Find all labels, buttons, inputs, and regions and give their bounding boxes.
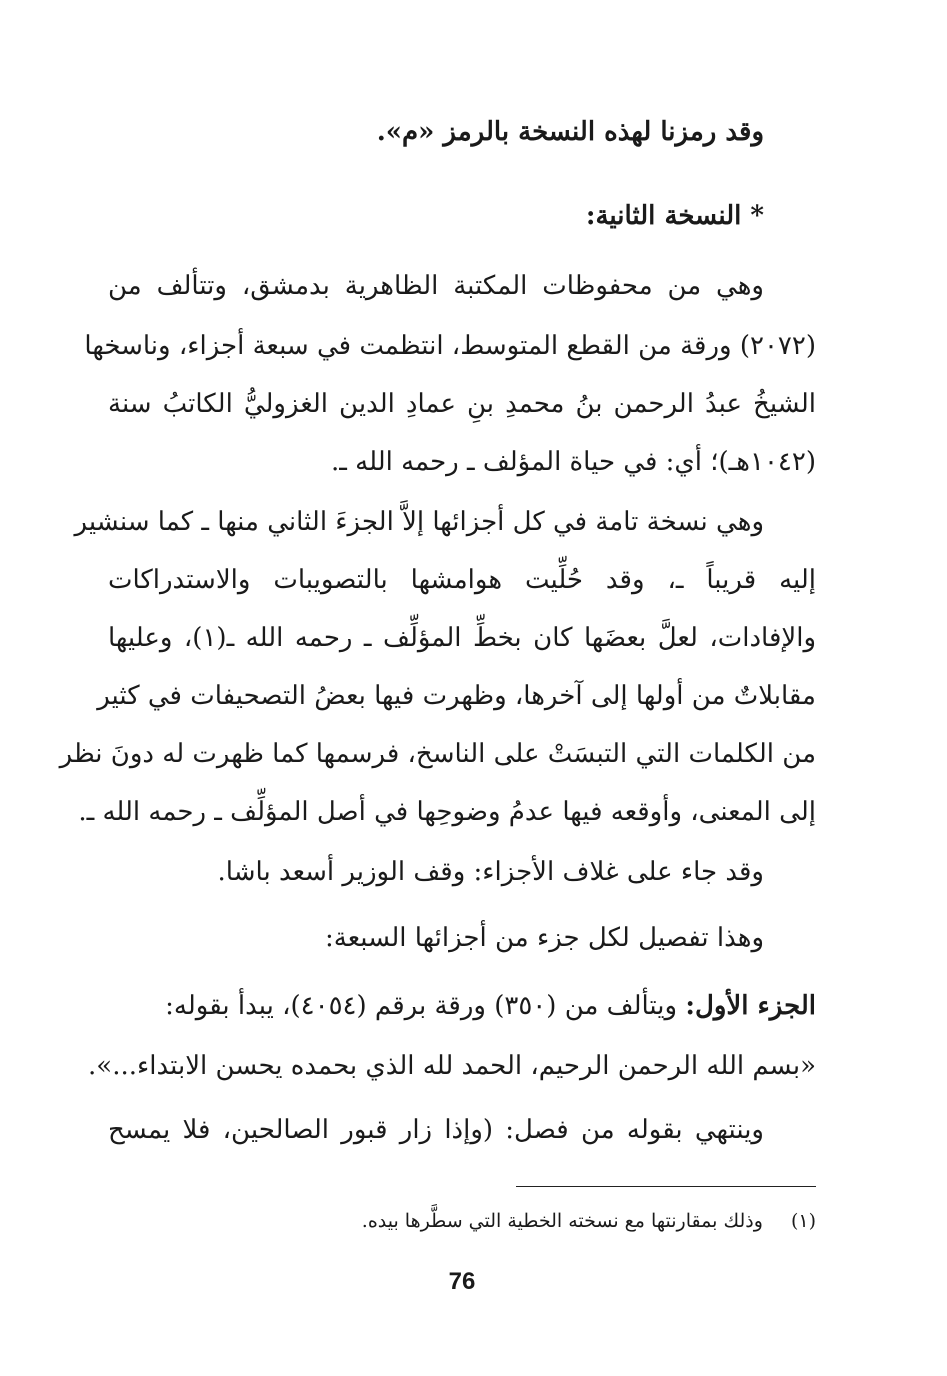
footnote-number: (١) <box>790 1210 816 1232</box>
paragraph-line: وقد جاء على غلاف الأجزاء: وقف الوزير أسعد باشا. <box>217 857 764 887</box>
paragraph-line <box>108 986 816 1026</box>
paragraph-line: والإفادات، لعلَّ بعضَها كان بخطِّ المؤلِّف ـ رحمه الله ـ(١)، وعليها <box>108 623 816 653</box>
paragraph-line: وهذا تفصيل لكل جزء من أجزائها السبعة: <box>325 923 764 953</box>
paragraph-line: وينتهي بقوله من فصل: (وإذا زار قبور الصالحين، فلا يمسح <box>108 1115 764 1145</box>
footnote-text: وذلك بمقارنتها مع نسخته الخطية التي سطَّرها بيده. <box>361 1210 763 1232</box>
paragraph-line: (١٠٤٢هـ)؛ أي: في حياة المؤلف ـ رحمه الله ـ. <box>331 447 816 477</box>
paragraph-line: وقد رمزنا لهذه النسخة بالرمز «م». <box>376 117 764 147</box>
paragraph-line: من الكلمات التي التبسَتْ على الناسخ، فرسمها كما ظهرت له دونَ نظر <box>59 739 816 769</box>
paragraph-line: الشيخُ عبدُ الرحمن بنُ محمدِ بنِ عمادِ الدين الغزوليُّ الكاتبُ سنة <box>108 389 816 419</box>
paragraph-line: إلى المعنى، وأوقعه فيها عدمُ وضوحِها في أصل المؤلِّف ـ رحمه الله ـ. <box>78 797 816 827</box>
section-heading: * النسخة الثانية: <box>585 201 764 231</box>
paragraph-line: إليه قريباً ـ، وقد حُلِّيت هوامشها بالتصويبات والاستدراكات <box>108 565 816 595</box>
book-page <box>59 0 816 1376</box>
paragraph-line: وهي نسخة تامة في كل أجزائها إلاَّ الجزءَ الثاني منها ـ كما سنشير <box>74 507 764 537</box>
part-description: ويتألف من (٣٥٠) ورقة برقم (٤٠٥٤)، يبدأ بقوله: <box>165 991 678 1021</box>
footnote <box>108 1206 816 1236</box>
paragraph-line: (٢٠٧٢) ورقة من القطع المتوسط، انتظمت في سبعة أجزاء، وناسخها <box>84 331 816 361</box>
paragraph-line: مقابلاتٌ من أولها إلى آخرها، وظهرت فيها بعضُ التصحيفات في كثير <box>97 681 816 711</box>
footnote-separator <box>516 1186 816 1187</box>
paragraph-line: وهي من محفوظات المكتبة الظاهرية بدمشق، وتتألف من <box>108 271 764 301</box>
part-heading: الجزء الأول: <box>685 991 816 1021</box>
quoted-line: «بسم الله الرحمن الرحيم، الحمد لله الذي بحمده يحسن الابتداء...». <box>88 1051 816 1081</box>
page-number: 76 <box>448 1268 476 1295</box>
